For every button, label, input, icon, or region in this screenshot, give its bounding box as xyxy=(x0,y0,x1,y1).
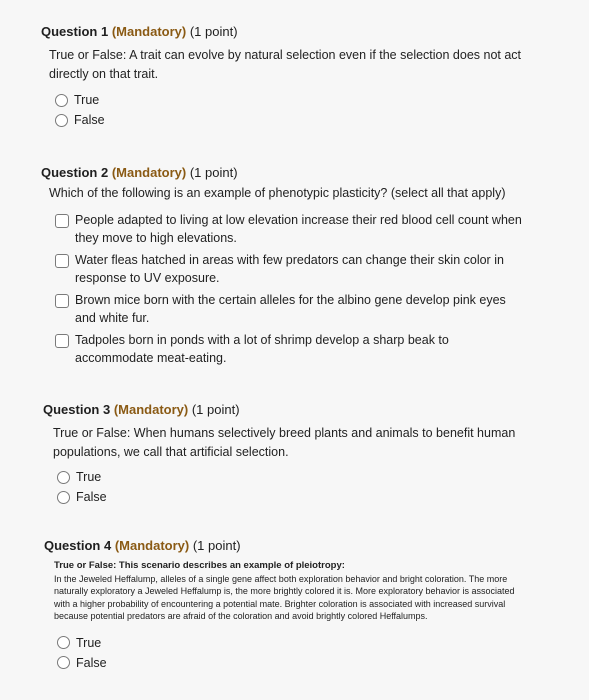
radio-button[interactable] xyxy=(57,636,70,649)
mandatory-label: (Mandatory) xyxy=(111,165,187,180)
question-1-options xyxy=(55,93,589,127)
radio-button[interactable] xyxy=(55,94,68,107)
question-3-text: True or False: When humans selectively breed plants and animals to benefit human populations, we call that artificial selection. xyxy=(53,426,516,459)
question-2 xyxy=(0,165,589,371)
question-4-lead: True or False: This scenario describes an example of pleiotropy: xyxy=(54,560,345,571)
option-label: False xyxy=(76,490,107,504)
option-label: Water fleas hatched in areas with few predators can change their skin color in response to UV exposure. xyxy=(75,253,504,285)
question-number: Question 1 xyxy=(41,24,109,39)
checkbox-option-3[interactable] xyxy=(55,291,530,327)
checkbox-option-2[interactable] xyxy=(55,251,530,287)
mandatory-label: (Mandatory) xyxy=(113,402,189,417)
question-number: Question 2 xyxy=(41,165,109,180)
option-true[interactable] xyxy=(57,470,589,484)
option-false[interactable] xyxy=(57,656,589,670)
option-false[interactable] xyxy=(57,490,589,504)
option-label: True xyxy=(76,635,102,650)
checkbox[interactable] xyxy=(55,254,69,268)
radio-button[interactable] xyxy=(57,491,70,504)
option-label: False xyxy=(74,113,105,127)
option-true[interactable] xyxy=(55,93,589,107)
radio-button[interactable] xyxy=(55,114,68,127)
points-label: (1 point) xyxy=(192,538,241,553)
mandatory-label: (Mandatory) xyxy=(114,538,190,553)
option-label: People adapted to living at low elevation increase their red blood cell count when they move to high elevations. xyxy=(75,213,522,245)
option-label: False xyxy=(76,655,107,670)
option-label: Brown mice born with the certain alleles for the albino gene develop pink eyes and white fur. xyxy=(75,293,506,325)
checkbox[interactable] xyxy=(55,294,69,308)
question-3 xyxy=(0,402,589,508)
question-2-text: Which of the following is an example of phenotypic plasticity? (select all that apply) xyxy=(49,186,506,200)
checkbox[interactable] xyxy=(55,334,69,348)
question-4-text: In the Jeweled Heffalump, alleles of a single gene affect both exploration behavior and bright coloration. The more naturally exploratory a Jeweled Heffalump is, the more brightly colored it is. More exploratory behavior is associated with a higher probability of encountering a potential mate. Brighter coloration is associated with increased survival because potential predators are afraid of the coloration and avoid brightly colored Heffalumps. xyxy=(54,573,515,621)
question-3-title xyxy=(43,402,589,417)
question-3-options xyxy=(57,470,589,504)
question-number: Question 4 xyxy=(44,538,112,553)
option-label: True xyxy=(74,93,100,107)
radio-button[interactable] xyxy=(57,471,70,484)
question-4-body xyxy=(54,560,524,623)
checkbox-option-1[interactable] xyxy=(55,211,530,247)
question-1-text: True or False: A trait can evolve by natural selection even if the selection does not act directly on that trait. xyxy=(49,48,522,81)
points-label: (1 point) xyxy=(189,24,238,39)
question-4-title xyxy=(44,538,589,553)
option-label: True xyxy=(76,470,102,484)
question-4 xyxy=(0,538,589,674)
question-1-title xyxy=(41,24,589,39)
question-2-options xyxy=(55,211,530,367)
checkbox[interactable] xyxy=(55,214,69,228)
question-4-options xyxy=(57,636,589,670)
radio-button[interactable] xyxy=(57,656,70,669)
question-2-title xyxy=(41,165,589,180)
mandatory-label: (Mandatory) xyxy=(111,24,187,39)
question-number: Question 3 xyxy=(43,402,111,417)
points-label: (1 point) xyxy=(191,402,240,417)
points-label: (1 point) xyxy=(189,165,238,180)
option-false[interactable] xyxy=(55,113,589,127)
question-1 xyxy=(0,24,589,131)
checkbox-option-4[interactable] xyxy=(55,331,530,367)
option-label: Tadpoles born in ponds with a lot of shrimp develop a sharp beak to accommodate meat-eating. xyxy=(75,333,449,365)
option-true[interactable] xyxy=(57,636,589,650)
